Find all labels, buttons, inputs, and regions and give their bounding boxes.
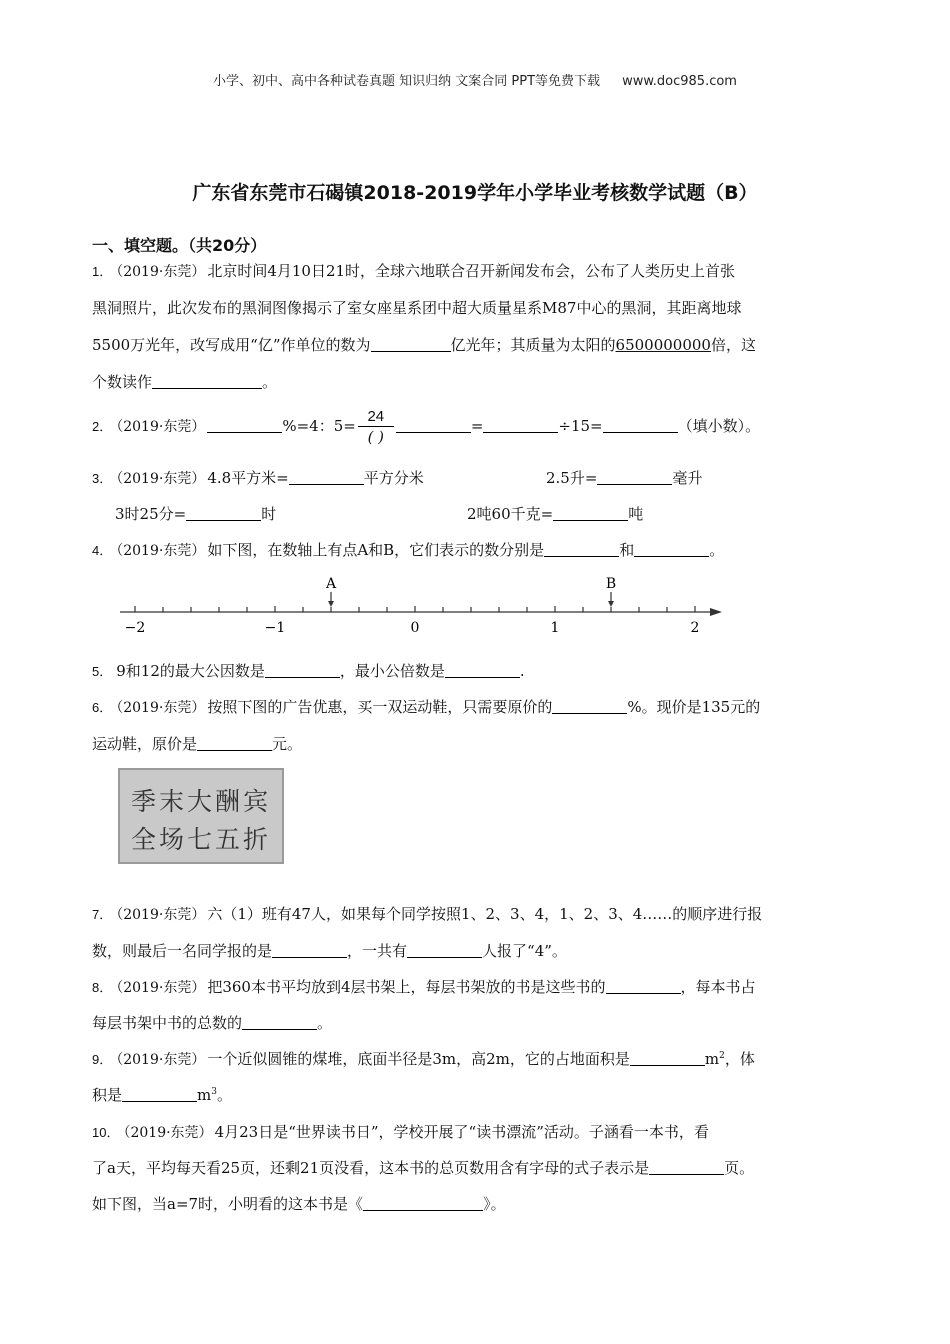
q9-text-d: 积是 xyxy=(92,1086,123,1104)
q3-b xyxy=(546,467,702,488)
q2-frac-bar xyxy=(358,426,394,427)
q3-line1 xyxy=(92,467,424,488)
q9-unit-m3: m xyxy=(197,1086,212,1104)
section-heading: 一、填空题。（共20分） xyxy=(92,236,267,255)
q2-line xyxy=(92,408,760,446)
header-text: 小学、初中、高中各种试卷真题 知识归纳 文案合同 PPT等免费下载 xyxy=(213,74,601,89)
q6-text-c: 运动鞋，原价是 xyxy=(92,735,198,753)
q9-text-c: ，体 xyxy=(724,1050,755,1068)
q4-line xyxy=(92,539,724,560)
q8-line1 xyxy=(92,976,756,997)
q1-line1 xyxy=(92,260,735,281)
q5-text-c: . xyxy=(519,662,525,680)
number-line-point-arrowhead xyxy=(608,601,614,607)
number-line-figure xyxy=(110,570,730,640)
q3-b1: 2.5升= xyxy=(546,469,598,487)
q5-blank-gcd[interactable] xyxy=(265,662,340,678)
q10-text-a: 4月23日是“世界读书日”，学校开展了“读书漂流”活动。子涵看一本书，看 xyxy=(214,1123,709,1141)
q3-d xyxy=(467,503,643,524)
q10-text-e: 》。 xyxy=(483,1195,506,1213)
q6-text-a: 按照下图的广告优惠，买一双运动鞋，只需要原价的 xyxy=(207,698,553,716)
q8-text-d: 。 xyxy=(317,1014,333,1032)
header-url[interactable]: www.doc985.com xyxy=(622,74,737,89)
page-header xyxy=(0,70,950,89)
number-line-tick-label: −1 xyxy=(264,620,286,636)
q3-number: 3． xyxy=(92,471,113,486)
q3-blank-a[interactable] xyxy=(289,469,364,485)
q3-d1: 2吨60千克= xyxy=(467,505,554,523)
q8-line2 xyxy=(92,1012,332,1033)
q2-frac-numerator: 24 xyxy=(367,408,385,425)
q3-a1: 4.8平方米= xyxy=(207,469,289,487)
q8-number: 8． xyxy=(92,980,113,995)
q8-blank-fraction-b[interactable] xyxy=(242,1014,317,1030)
q9-number: 9． xyxy=(92,1052,113,1067)
q8-text-a: 把360本书平均放到4层书架上，每层书架放的书是这些书的 xyxy=(207,978,606,996)
q3-c xyxy=(115,503,276,524)
q2-text-c: ÷15= xyxy=(558,417,603,435)
q2-number: 2． xyxy=(92,419,113,434)
q1-mass-number: 6500000000 xyxy=(615,336,711,354)
q9-sup-3: 3 xyxy=(211,1087,217,1097)
q5-number: 5． xyxy=(92,664,113,679)
q10-line2 xyxy=(92,1157,754,1178)
q3-d2: 吨 xyxy=(628,505,644,523)
q7-number: 7． xyxy=(92,907,113,922)
q1-text1: 北京时间4月10日21时，全球六地联合召开新闻发布会，公布了人类历史上首张 xyxy=(207,262,736,280)
number-line-point-label: B xyxy=(605,576,617,592)
q2-frac-denominator: ( ) xyxy=(367,428,385,446)
q2-blank-percent[interactable] xyxy=(207,417,282,433)
q8-text-c: 每层书架中书的总数的 xyxy=(92,1014,243,1032)
q2-blank-2[interactable] xyxy=(396,417,471,433)
q9-line1 xyxy=(92,1048,755,1069)
q4-blank-b[interactable] xyxy=(634,541,709,557)
exam-title: 广东省东莞市石碣镇2018-2019学年小学毕业考核数学试题（B） xyxy=(192,182,758,204)
q1-number: 1． xyxy=(92,264,113,279)
q3-c2: 时 xyxy=(261,505,277,523)
number-line-tick-label: 2 xyxy=(690,620,700,636)
q1-text3a: 5500万光年，改写成用“亿”作单位的数为 xyxy=(92,336,371,354)
q9-text-f: 。 xyxy=(216,1086,232,1104)
q1-line4 xyxy=(92,371,277,392)
q10-line3 xyxy=(92,1193,506,1214)
q1-line3 xyxy=(92,334,756,355)
q5-text-a: 9和12的最大公因数是 xyxy=(116,662,265,680)
q2-blank-4[interactable] xyxy=(603,417,678,433)
sale-sign-line1: 季末大酬宾 xyxy=(130,787,271,816)
q6-line1 xyxy=(92,696,760,717)
q1-text3d: 倍，这 xyxy=(710,336,756,354)
number-line-tick-label: 1 xyxy=(550,620,560,636)
q6-blank-percent[interactable] xyxy=(552,698,627,714)
q3-blank-c[interactable] xyxy=(186,505,261,521)
q2-text-b: = xyxy=(470,417,484,435)
q9-line2 xyxy=(92,1084,232,1105)
q2-text-a: %=4：5= xyxy=(282,417,356,435)
q9-sup-2: 2 xyxy=(719,1051,725,1061)
q9-blank-volume[interactable] xyxy=(122,1086,197,1102)
q1-text3b: 亿光年；其质量为太阳的 xyxy=(450,336,616,354)
q7-text-d: 人报了“4”。 xyxy=(482,942,567,960)
q6-text-d: 元。 xyxy=(272,735,303,753)
q1-blank-yi[interactable] xyxy=(371,336,451,352)
q4-blank-a[interactable] xyxy=(544,541,619,557)
q10-text-d: 如下图，当a=7时，小明看的这本书是《 xyxy=(92,1195,364,1213)
q4-text-a: 如下图，在数轴上有点A和B，它们表示的数分别是 xyxy=(207,541,545,559)
q2-text-d: （填小数）。 xyxy=(677,417,761,435)
q3-blank-d[interactable] xyxy=(553,505,628,521)
q8-blank-fraction-a[interactable] xyxy=(606,978,681,994)
q7-source: （2019·东莞） xyxy=(116,907,206,923)
q1-line2: 黑洞照片，此次发布的黑洞图像揭示了室女座星系团中超大质量星系M87中心的黑洞，其距离地球 xyxy=(92,299,742,317)
q4-number: 4． xyxy=(92,543,113,558)
number-line-tick-label: 0 xyxy=(410,620,420,636)
q2-source: （2019·东莞） xyxy=(116,419,206,435)
q6-source: （2019·东莞） xyxy=(116,700,206,716)
q5-blank-lcm[interactable] xyxy=(445,662,520,678)
number-line-arrow xyxy=(710,608,722,616)
q3-c1: 3时25分= xyxy=(115,505,187,523)
sale-sign-image xyxy=(118,768,284,864)
q1-blank-read[interactable] xyxy=(152,373,262,389)
q3-blank-b[interactable] xyxy=(597,469,672,485)
q1-text4b: 。 xyxy=(262,373,278,391)
q9-text-a: 一个近似圆锥的煤堆，底面半径是3m，高2m，它的占地面积是 xyxy=(207,1050,630,1068)
q7-blank-last[interactable] xyxy=(272,942,347,958)
q7-line1 xyxy=(92,903,762,924)
q6-text-b: %。现价是135元的 xyxy=(627,698,761,716)
q10-source: （2019·东莞） xyxy=(123,1125,213,1141)
q2-fraction xyxy=(358,408,394,446)
q5-line xyxy=(92,660,525,681)
q10-text-c: 页。 xyxy=(724,1159,755,1177)
q6-line2 xyxy=(92,733,302,754)
q10-blank-expression[interactable] xyxy=(649,1159,724,1175)
q6-blank-price[interactable] xyxy=(197,735,272,751)
q2-blank-3[interactable] xyxy=(483,417,558,433)
sale-sign-line2: 全场七五折 xyxy=(130,825,271,854)
number-line-point-label: A xyxy=(325,576,337,592)
q3-a2: 平方分米 xyxy=(363,469,424,487)
q8-source: （2019·东莞） xyxy=(116,980,206,996)
number-line-tick-label: −2 xyxy=(124,620,146,636)
q4-source: （2019·东莞） xyxy=(116,543,206,559)
q7-blank-count[interactable] xyxy=(407,942,482,958)
q1-source: （2019·东莞） xyxy=(116,264,206,280)
q5-text-b: ，最小公倍数是 xyxy=(339,662,445,680)
q7-text-c: ，一共有 xyxy=(347,942,408,960)
q1-text4a: 个数读作 xyxy=(92,373,153,391)
q10-text-b: 了a天，平均每天看25页，还剩21页没看，这本书的总页数用含有字母的式子表示是 xyxy=(92,1159,650,1177)
q3-b2: 毫升 xyxy=(672,469,703,487)
q9-unit-m: m xyxy=(704,1050,720,1068)
q6-number: 6． xyxy=(92,700,113,715)
q7-text-b: 数，则最后一名同学报的是 xyxy=(92,942,273,960)
q10-number: 10． xyxy=(92,1125,120,1140)
number-line-point-arrowhead xyxy=(328,601,334,607)
q8-text-b: ，每本书占 xyxy=(680,978,756,996)
q7-text-a: 六（1）班有47人，如果每个同学按照1、2、3、4，1、2、3、4……的顺序进行报 xyxy=(207,905,763,923)
q4-text-b: 和 xyxy=(619,541,635,559)
q4-text-c: 。 xyxy=(709,541,725,559)
q7-line2 xyxy=(92,940,567,961)
q9-source: （2019·东莞） xyxy=(116,1052,206,1068)
q10-line1 xyxy=(92,1121,709,1142)
q3-source: （2019·东莞） xyxy=(116,471,206,487)
q9-blank-area[interactable] xyxy=(630,1050,705,1066)
q10-blank-book[interactable] xyxy=(363,1195,483,1211)
